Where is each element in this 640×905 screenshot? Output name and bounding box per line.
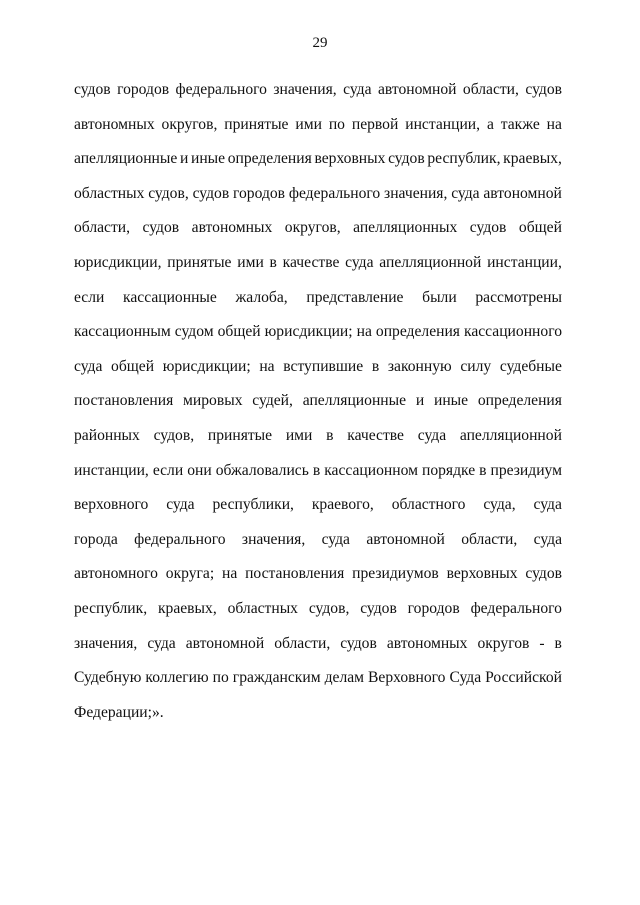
word: на <box>546 115 562 133</box>
word: судов, <box>148 184 189 202</box>
word: коллегию <box>145 669 209 687</box>
word: представление <box>306 288 404 306</box>
text-line <box>74 454 562 489</box>
word: значения, <box>241 530 306 548</box>
word: апелляционной <box>459 426 562 444</box>
word: по <box>328 115 345 133</box>
word: федерального <box>470 599 562 617</box>
word: мировых <box>183 392 243 410</box>
word: судов <box>192 184 230 202</box>
word: первой <box>351 115 399 133</box>
word: юрисдикции, <box>74 253 162 271</box>
word: суда <box>533 496 562 514</box>
word: судов <box>340 634 377 652</box>
word: ими <box>237 253 264 271</box>
text-line <box>74 661 562 696</box>
word: юрисдикции; <box>264 323 353 341</box>
text-line <box>74 419 562 454</box>
word: судом <box>174 323 214 341</box>
word: судов <box>360 599 397 617</box>
word: по <box>212 669 229 687</box>
word: принятые <box>167 253 232 271</box>
word: судов <box>525 81 562 98</box>
word: постановления <box>74 392 174 410</box>
word: судов <box>388 150 425 168</box>
text-line <box>74 592 562 627</box>
word: принятые <box>224 115 289 133</box>
word: вступившие <box>283 357 364 375</box>
text-line <box>74 557 562 592</box>
text-line <box>74 246 562 281</box>
word: автономного <box>74 565 158 583</box>
word: Судебную <box>74 669 142 687</box>
word: областных <box>74 184 145 202</box>
word: иные <box>190 150 226 168</box>
page-number: 29 <box>312 35 328 51</box>
text-line <box>74 488 562 523</box>
word: автономной <box>185 634 265 652</box>
word: судей, <box>252 392 293 410</box>
word: порядке <box>421 461 476 479</box>
word: - <box>539 634 545 652</box>
word: значения, <box>74 634 138 652</box>
text-line <box>74 281 562 316</box>
word: федерального <box>288 184 381 202</box>
word: апелляционные <box>74 150 178 168</box>
word: суда <box>345 253 374 271</box>
word: Верховного <box>368 669 446 687</box>
word: судов <box>525 565 562 583</box>
word: городов <box>233 184 286 202</box>
word: ими <box>295 115 322 133</box>
word: в <box>312 461 321 479</box>
word: жалоба, <box>235 288 288 306</box>
word: областных <box>227 599 298 617</box>
word: если <box>74 288 105 306</box>
word: автономных <box>191 219 273 237</box>
word: суда <box>533 530 562 548</box>
word: также <box>500 115 540 133</box>
word: ими <box>285 426 313 444</box>
word: верховных <box>446 565 518 583</box>
word: апелляционных <box>353 219 458 237</box>
word: автономной <box>366 530 445 548</box>
word: рассмотрены <box>475 288 562 306</box>
word: республик, <box>74 599 148 617</box>
word: краевых, <box>157 599 217 617</box>
word: суда <box>417 426 447 444</box>
word: округов <box>477 634 530 652</box>
text-line <box>74 696 562 731</box>
word: на <box>221 565 238 583</box>
word: округа; <box>165 565 215 583</box>
text-line <box>74 211 562 246</box>
text-line <box>74 108 562 143</box>
word: федерального <box>134 530 226 548</box>
word: общей <box>111 357 155 375</box>
word: кассационным <box>74 323 171 341</box>
word: в <box>479 461 487 479</box>
word: качестве <box>347 426 404 444</box>
word: инстанции, <box>405 115 481 133</box>
word: республик, <box>427 150 501 168</box>
word: определения <box>477 392 562 410</box>
word: и <box>415 392 425 410</box>
word: суда <box>321 530 350 548</box>
word: кассационном <box>324 461 418 479</box>
word: силу <box>460 357 492 375</box>
text-line <box>74 142 562 177</box>
word: судов <box>74 81 111 98</box>
word: президиум <box>490 461 562 479</box>
word: делам <box>324 669 365 687</box>
word: апелляционные <box>302 392 407 410</box>
body-text <box>74 73 562 730</box>
word: области, <box>74 219 131 237</box>
word: округов, <box>284 219 341 237</box>
word: инстанции, <box>487 253 562 271</box>
word: автономных <box>386 634 468 652</box>
text-line <box>74 523 562 558</box>
word: судов <box>142 219 180 237</box>
text-line <box>74 384 562 419</box>
word: были <box>422 288 457 306</box>
word: кассационные <box>123 288 217 306</box>
word: апелляционной <box>379 253 482 271</box>
word: определения <box>375 323 460 341</box>
word: обжаловались <box>215 461 309 479</box>
word: областного <box>391 496 466 514</box>
word: кассационного <box>464 323 562 341</box>
word: городов <box>117 81 170 98</box>
word: суда <box>451 184 480 202</box>
word: постановления <box>245 565 345 583</box>
word: городов <box>407 599 460 617</box>
word: судов, <box>153 426 195 444</box>
word: а <box>486 115 494 133</box>
word: в <box>326 426 334 444</box>
word: значения, <box>273 81 337 98</box>
word: гражданским <box>232 669 321 687</box>
word: суда <box>147 634 176 652</box>
word: суда, <box>483 496 516 514</box>
word: республики, <box>212 496 294 514</box>
text-line <box>74 315 562 350</box>
word: районных <box>74 426 140 444</box>
word: президиумов <box>352 565 439 583</box>
word: Российской <box>485 669 562 687</box>
text-line <box>74 350 562 385</box>
word: в <box>269 253 277 271</box>
word: федерального <box>175 81 267 98</box>
word: на <box>259 357 275 375</box>
word: автономных <box>74 115 155 133</box>
word: судебные <box>499 357 562 375</box>
word: краевого, <box>311 496 374 514</box>
word: законную <box>387 357 452 375</box>
word: принятые <box>207 426 273 444</box>
text-line <box>74 73 562 108</box>
word: инстанции, <box>74 461 149 479</box>
word: судов, <box>308 599 350 617</box>
word: иные <box>433 392 469 410</box>
word: общей <box>518 219 562 237</box>
word: судов <box>469 219 507 237</box>
word: области, <box>462 81 519 98</box>
word: общей <box>217 323 261 341</box>
word: юрисдикции; <box>162 357 251 375</box>
word: области, <box>461 530 518 548</box>
word: в <box>554 634 562 652</box>
word: области, <box>274 634 331 652</box>
word: в <box>371 357 380 375</box>
word: на <box>356 323 372 341</box>
word: они <box>187 461 212 479</box>
word: Федерации;». <box>74 703 164 721</box>
word: значения, <box>384 184 448 202</box>
word: округов, <box>161 115 218 133</box>
word: автономной <box>377 81 457 98</box>
word: верховного <box>74 496 149 514</box>
word: суда <box>166 496 195 514</box>
word: автономной <box>483 184 562 202</box>
word: суда <box>343 81 372 98</box>
word: верховных <box>314 150 386 168</box>
word: Суда <box>449 669 482 687</box>
word: города <box>74 530 118 548</box>
word: и <box>179 150 189 168</box>
word: если <box>152 461 184 479</box>
word: определения <box>227 150 312 168</box>
word: суда <box>74 357 103 375</box>
text-line <box>74 177 562 212</box>
word: качестве <box>282 253 340 271</box>
word: краевых, <box>503 150 562 168</box>
text-line <box>74 627 562 662</box>
